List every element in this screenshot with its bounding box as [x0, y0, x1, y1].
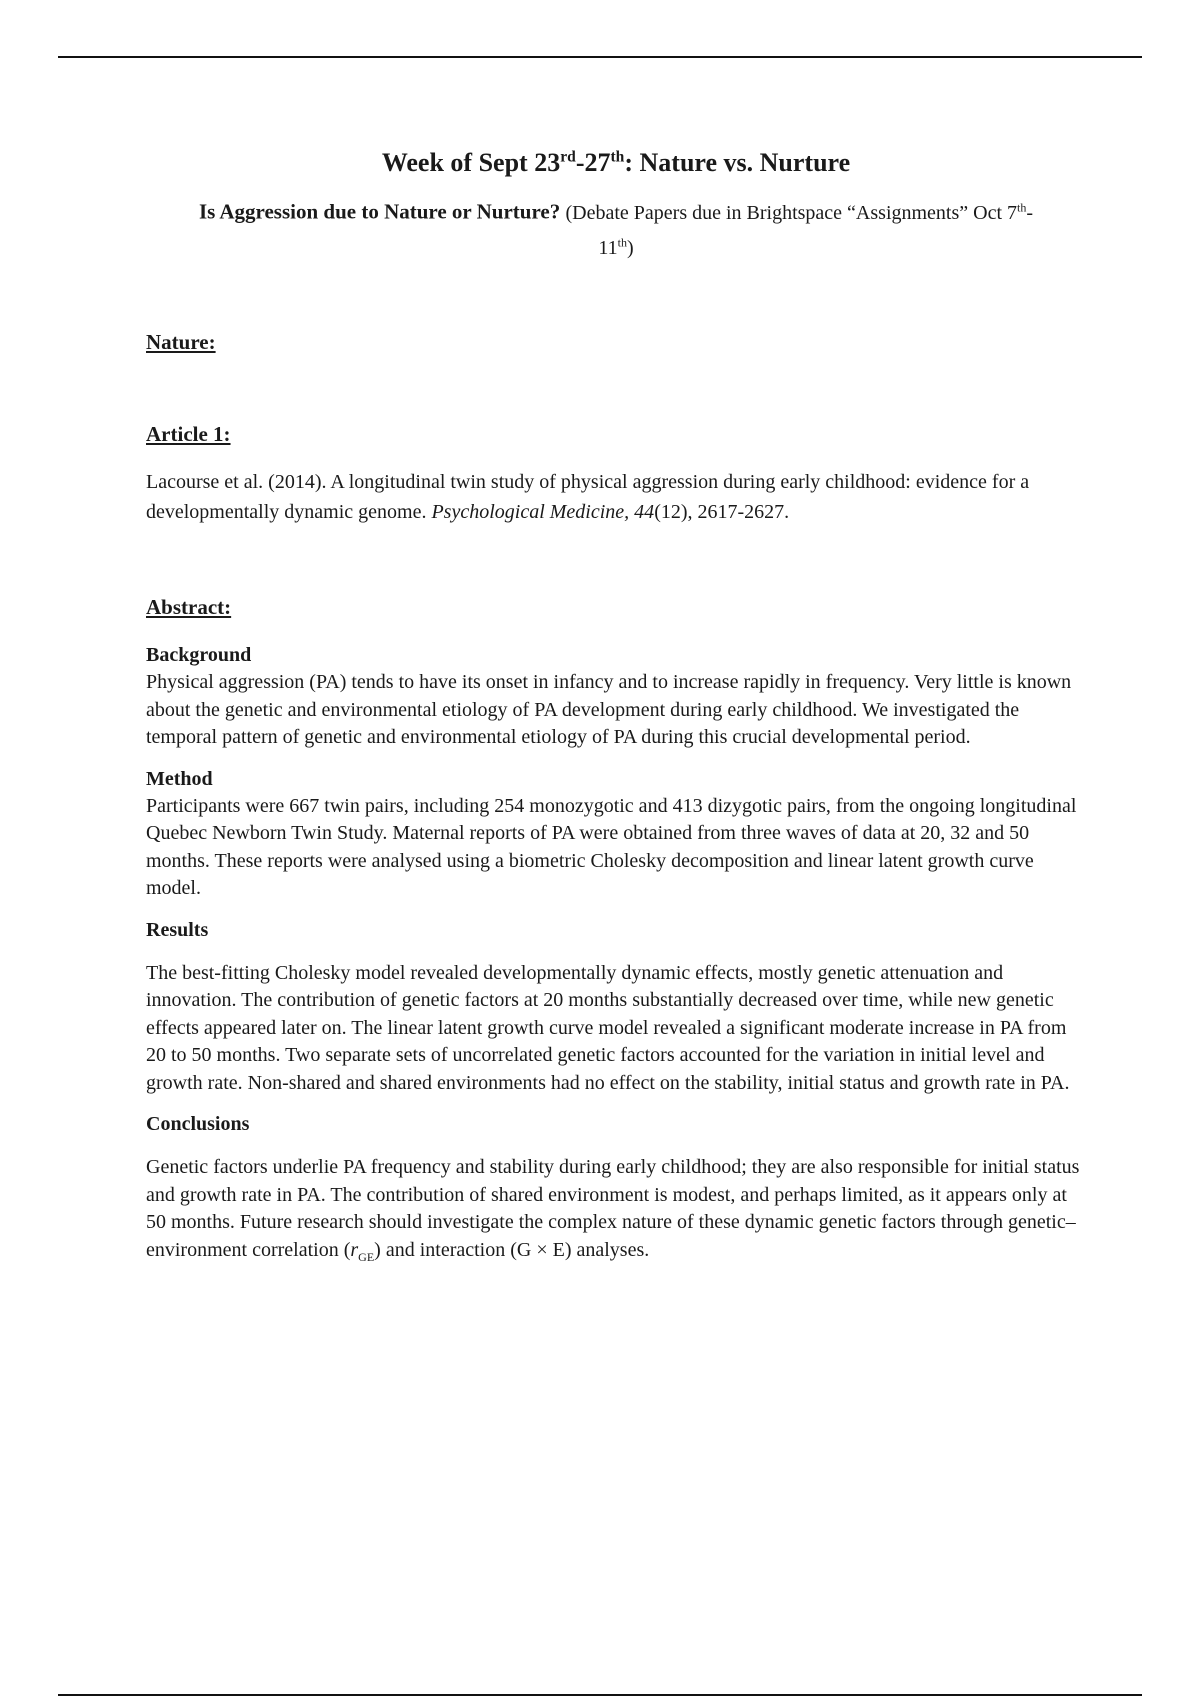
header-rule [58, 56, 1142, 58]
results-text: The best-fitting Cholesky model revealed developmentally dynamic effects, mostly genetic attenuation and innovation. The contribution of genetic factors at 20 months substantially decreased over time, while new genetic effects appeared later on. The linear latent growth curve model revealed a significant moderate increase in PA from 20 to 50 months. Two separate sets of uncorrelated genetic factors accounted for the variation in initial level and growth rate. Non-shared and shared environments had no effect on the stability, initial status and growth rate in PA. [146, 961, 1070, 1094]
nature-heading: Nature: [146, 330, 216, 355]
due-date-note: (Debate Papers due in Brightspace “Assignments” Oct 7th- 11th) [565, 200, 1034, 260]
method-text: Participants were 667 twin pairs, including 254 monozygotic and 413 dizygotic pairs, from the ongoing longitudinal Quebec Newborn Twin Study. Maternal reports of PA were obtained from three waves of data at 20, 32 and 50 months. These reports were analysed using a biometric Cholesky decomposition and linear latent growth curve model. [146, 794, 1077, 900]
abstract-heading: Abstract: [146, 595, 232, 620]
method-heading: Method [146, 767, 213, 790]
page-title: Week of Sept 23rd-27th: Nature vs. Nurture [381, 148, 851, 177]
results-heading: Results [146, 918, 209, 941]
footer-rule [58, 1694, 1142, 1696]
conclusions-heading: Conclusions [146, 1113, 250, 1136]
article-citation: Lacourse et al. (2014). A longitudinal twin study of physical aggression during early childhood: evidence for a developmentally dynamic genome. Psychological Medicine, 44(12), 2617-2627. [146, 471, 1030, 524]
background-heading: Background [146, 644, 252, 667]
debate-question: Is Aggression due to Nature or Nurture? (Debate Papers due in Brightspace “Assignments” Oct 7th- 11th) [198, 199, 1034, 260]
conclusions-text: Genetic factors underlie PA frequency and stability during early childhood; they are also responsible for initial status and growth rate in PA. The contribution of shared environment is modest, and perhaps limited, as it appears only at 50 months. Future research should investigate the complex nature of these dynamic genetic factors through genetic–environment correlation $(r_{GE})$ and interaction (G × E) analyses. [146, 1156, 1080, 1264]
article-heading: Article 1: [146, 422, 231, 447]
document-body [146, 140, 1086, 1271]
background-text: Physical aggression (PA) tends to have its onset in infancy and to increase rapidly in frequency. Very little is known about the genetic and environmental etiology of PA development during early childhood. We investigated the temporal pattern of genetic and environmental etiology of PA during this crucial developmental period. [146, 671, 1072, 749]
